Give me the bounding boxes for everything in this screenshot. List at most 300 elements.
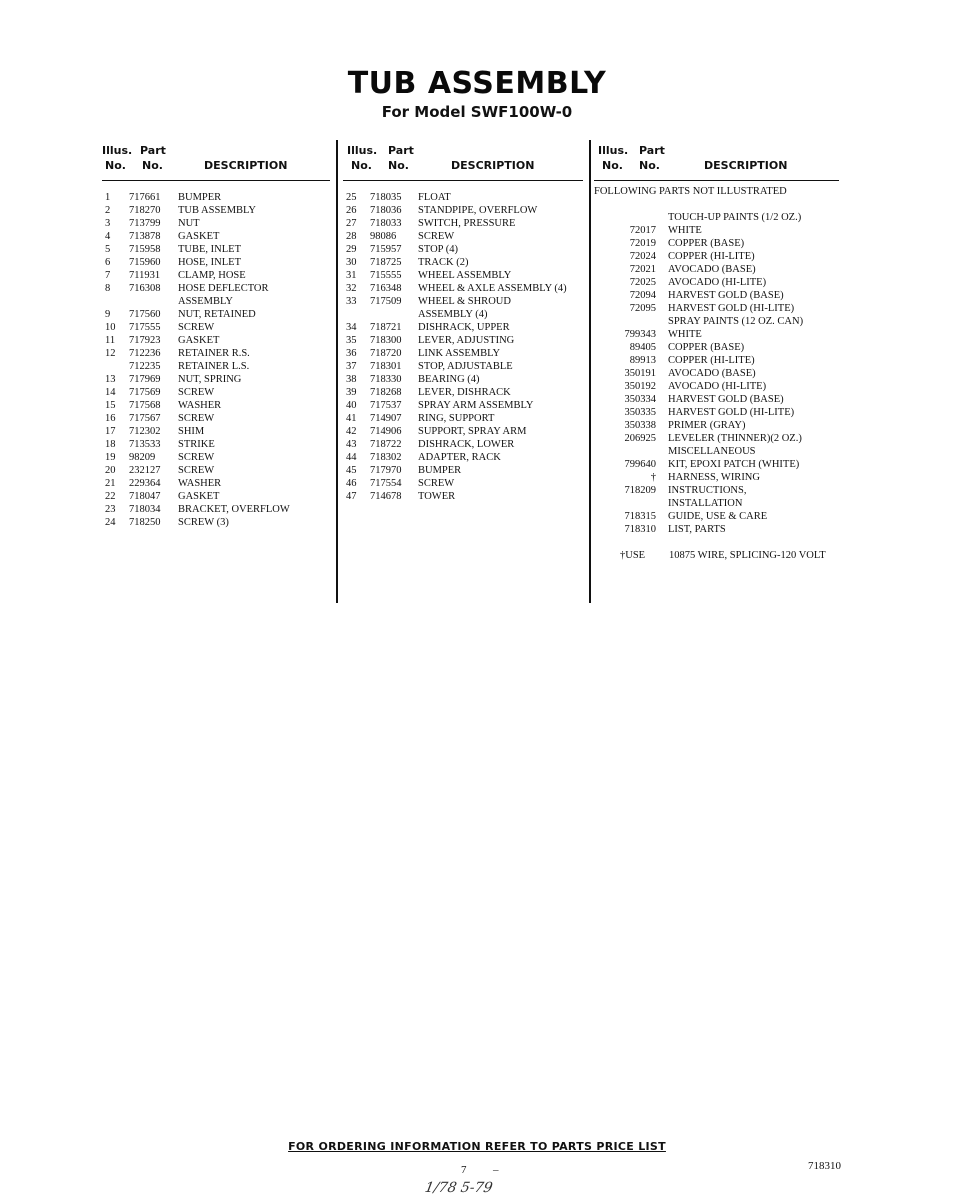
table-row: [343, 347, 583, 360]
part-description: AVOCADO (BASE): [668, 264, 756, 275]
table-row: [343, 386, 583, 399]
misc-rows: [594, 458, 839, 536]
part-description: WASHER: [178, 400, 222, 411]
table-row: [343, 464, 583, 477]
illus-number: 34: [346, 322, 357, 333]
illus-number: 2: [105, 205, 111, 216]
part-description: AVOCADO (HI-LITE): [668, 277, 767, 288]
part-description: GASKET: [178, 335, 220, 346]
illus-number: 43: [346, 439, 357, 450]
table-row: [102, 425, 330, 438]
illus-number: 44: [346, 452, 357, 463]
part-description: HARVEST GOLD (HI-LITE): [668, 407, 795, 418]
part-description: RETAINER L.S.: [178, 361, 250, 372]
part-number: 718033: [370, 218, 402, 229]
illus-number: 46: [346, 478, 357, 489]
page-number: 7: [461, 1164, 467, 1176]
illus-number: 12: [105, 348, 116, 359]
part-description: TRACK (2): [418, 257, 469, 268]
table-row: [343, 321, 583, 334]
part-description: COPPER (HI-LITE): [668, 355, 755, 366]
table-row: [594, 497, 839, 510]
part-number: 72021: [629, 264, 656, 275]
part-number: 714678: [370, 491, 402, 502]
part-description: COPPER (BASE): [668, 238, 745, 249]
part-description: AVOCADO (BASE): [668, 368, 756, 379]
parts-column-2: [343, 140, 583, 503]
part-number: 717537: [370, 400, 402, 411]
part-description: LINK ASSEMBLY: [418, 348, 501, 359]
illus-number: 10: [105, 322, 116, 333]
illus-number: 47: [346, 491, 357, 502]
illus-number: 37: [346, 361, 357, 372]
illus-number: 33: [346, 296, 357, 307]
part-description: WHITE: [668, 225, 702, 236]
illus-number: 30: [346, 257, 357, 268]
part-number: 350338: [624, 420, 656, 431]
parts-rows: [343, 191, 583, 503]
part-number: 718330: [370, 374, 402, 385]
part-number: 718035: [370, 192, 402, 203]
part-description: HARVEST GOLD (BASE): [668, 290, 784, 301]
table-row: [343, 256, 583, 269]
table-row: [102, 412, 330, 425]
part-description: SCREW: [178, 413, 215, 424]
part-number: 718250: [129, 517, 161, 528]
table-row: [102, 464, 330, 477]
part-description: SCREW: [418, 478, 455, 489]
illus-number: 15: [105, 400, 116, 411]
part-number: 717509: [370, 296, 402, 307]
part-description: SCREW: [178, 465, 215, 476]
part-number: 718047: [129, 491, 161, 502]
note-description: 10875 WIRE, SPLICING-120 VOLT: [669, 550, 826, 561]
part-number: 713799: [129, 218, 161, 229]
table-row: [343, 451, 583, 464]
part-number: 206925: [624, 433, 656, 444]
part-description: ASSEMBLY (4): [418, 309, 488, 320]
header-no-part: No.: [639, 159, 660, 172]
part-number: 716348: [370, 283, 402, 294]
part-description: RETAINER R.S.: [178, 348, 250, 359]
part-description: BUMPER: [178, 192, 222, 203]
page-dash: –: [493, 1164, 499, 1176]
table-row: [594, 419, 839, 432]
part-description: DISHRACK, LOWER: [418, 439, 515, 450]
illus-number: 24: [105, 517, 116, 528]
part-description: NUT, RETAINED: [178, 309, 256, 320]
illus-number: 31: [346, 270, 357, 281]
illus-number: 35: [346, 335, 357, 346]
wire-note: [594, 549, 839, 562]
table-row: [343, 282, 583, 295]
table-row: [594, 380, 839, 393]
part-number: 717661: [129, 192, 161, 203]
table-row: [102, 516, 330, 529]
table-row: [594, 289, 839, 302]
part-number: 713533: [129, 439, 161, 450]
part-description: NUT: [178, 218, 200, 229]
part-number: 72017: [629, 225, 656, 236]
part-description: HOSE DEFLECTOR: [178, 283, 269, 294]
part-number: 718301: [370, 361, 402, 372]
header-no-illus: No.: [351, 159, 372, 172]
part-description: NUT, SPRING: [178, 374, 242, 385]
header-description: DESCRIPTION: [451, 159, 535, 172]
table-row: [102, 217, 330, 230]
part-description: RING, SUPPORT: [418, 413, 495, 424]
part-description: ADAPTER, RACK: [418, 452, 501, 463]
part-description: BRACKET, OVERFLOW: [178, 504, 290, 515]
part-description: WHEEL & AXLE ASSEMBLY (4): [418, 283, 567, 294]
table-row: [594, 393, 839, 406]
part-description: COPPER (BASE): [668, 342, 745, 353]
part-description: GUIDE, USE & CARE: [668, 511, 768, 522]
part-description: INSTRUCTIONS,: [668, 485, 747, 496]
part-number: 717970: [370, 465, 402, 476]
part-number: 717555: [129, 322, 161, 333]
part-number: 72025: [629, 277, 656, 288]
part-description: LEVELER (THINNER)(2 OZ.): [668, 433, 802, 444]
table-row: [343, 412, 583, 425]
table-row: [594, 341, 839, 354]
part-number: 713878: [129, 231, 161, 242]
part-number: 712235: [129, 361, 161, 372]
table-row: [102, 243, 330, 256]
table-row: [343, 438, 583, 451]
table-row: [102, 490, 330, 503]
table-row: [594, 237, 839, 250]
illus-number: 28: [346, 231, 357, 242]
header-description: DESCRIPTION: [704, 159, 788, 172]
part-description: SCREW: [418, 231, 455, 242]
column-divider: [589, 140, 591, 603]
part-description: TOWER: [418, 491, 456, 502]
part-description: LIST, PARTS: [668, 524, 726, 535]
column-header: [102, 140, 330, 181]
table-row: [343, 295, 583, 308]
part-description: TUB ASSEMBLY: [178, 205, 257, 216]
table-row: [594, 263, 839, 276]
part-number: 717568: [129, 400, 161, 411]
table-row: [102, 503, 330, 516]
illus-number: 7: [105, 270, 111, 281]
part-description: AVOCADO (HI-LITE): [668, 381, 767, 392]
part-number: 717569: [129, 387, 161, 398]
table-row: [102, 373, 330, 386]
table-row: [102, 438, 330, 451]
touchup-heading: TOUCH-UP PAINTS (1/2 OZ.): [668, 212, 802, 223]
illus-number: 8: [105, 283, 111, 294]
part-number: 715957: [370, 244, 402, 255]
part-description: COPPER (HI-LITE): [668, 251, 755, 262]
part-number: 232127: [129, 465, 161, 476]
header-part: Part: [639, 144, 665, 157]
part-number: 711931: [129, 270, 161, 281]
illus-number: 16: [105, 413, 116, 424]
part-number: 717560: [129, 309, 161, 320]
part-number: 718270: [129, 205, 161, 216]
table-row: [102, 191, 330, 204]
table-row: [102, 347, 330, 360]
part-description: INSTALLATION: [668, 498, 743, 509]
spray-heading: SPRAY PAINTS (12 OZ. CAN): [668, 316, 804, 327]
not-illustrated-heading: FOLLOWING PARTS NOT ILLUSTRATED: [594, 186, 787, 197]
part-description: DISHRACK, UPPER: [418, 322, 510, 333]
ordering-info: FOR ORDERING INFORMATION REFER TO PARTS PRICE LIST: [288, 1140, 666, 1153]
part-number: 717567: [129, 413, 161, 424]
column-divider: [336, 140, 338, 603]
table-row: [102, 282, 330, 295]
part-description: STANDPIPE, OVERFLOW: [418, 205, 538, 216]
table-row: [102, 269, 330, 282]
part-number: 718300: [370, 335, 402, 346]
table-row: [343, 191, 583, 204]
illus-number: 40: [346, 400, 357, 411]
part-description: PRIMER (GRAY): [668, 420, 746, 431]
table-row: [102, 256, 330, 269]
illus-number: 17: [105, 426, 116, 437]
table-row: [594, 250, 839, 263]
part-number: 718722: [370, 439, 402, 450]
column-header: [594, 140, 839, 181]
illus-number: 20: [105, 465, 116, 476]
part-description: SCREW: [178, 387, 215, 398]
part-number: 350334: [624, 394, 656, 405]
header-no-illus: No.: [105, 159, 126, 172]
part-number: 718209: [624, 485, 656, 496]
part-description: SCREW: [178, 322, 215, 333]
part-description: ASSEMBLY: [178, 296, 233, 307]
table-row: [594, 276, 839, 289]
part-number: 72019: [629, 238, 656, 249]
illus-number: 21: [105, 478, 116, 489]
page-title: TUB ASSEMBLY: [347, 66, 607, 101]
table-row: [102, 451, 330, 464]
table-row: [102, 295, 330, 308]
table-row: [102, 399, 330, 412]
document-number: 718310: [808, 1160, 841, 1172]
illus-number: 18: [105, 439, 116, 450]
illus-number: 38: [346, 374, 357, 385]
part-description: HARVEST GOLD (HI-LITE): [668, 303, 795, 314]
header-no-illus: No.: [602, 159, 623, 172]
table-row: [343, 204, 583, 217]
part-description: HARNESS, WIRING: [668, 472, 760, 483]
part-number: 718034: [129, 504, 161, 515]
table-row: [343, 477, 583, 490]
parts-rows: [102, 191, 330, 529]
illus-number: 14: [105, 387, 116, 398]
table-row: [343, 334, 583, 347]
part-number: 716308: [129, 283, 161, 294]
illus-number: 9: [105, 309, 111, 320]
part-number: 718315: [624, 511, 656, 522]
table-row: [343, 243, 583, 256]
part-description: LEVER, ADJUSTING: [418, 335, 515, 346]
header-part: Part: [388, 144, 414, 157]
illus-number: 29: [346, 244, 357, 255]
illus-number: 5: [105, 244, 111, 255]
illus-number: 32: [346, 283, 357, 294]
table-row: [594, 484, 839, 497]
table-row: [594, 406, 839, 419]
part-number: 718725: [370, 257, 402, 268]
part-number: 718302: [370, 452, 402, 463]
table-row: [594, 224, 839, 237]
table-row: [594, 523, 839, 536]
illus-number: 3: [105, 218, 111, 229]
table-row: [343, 308, 583, 321]
part-number: 350335: [624, 407, 656, 418]
illus-number: 1: [105, 192, 111, 203]
part-description: LEVER, DISHRACK: [418, 387, 511, 398]
table-row: [102, 230, 330, 243]
part-description: SHIM: [178, 426, 205, 437]
part-description: GASKET: [178, 231, 220, 242]
parts-column-1: [102, 140, 330, 529]
misc-heading: MISCELLANEOUS: [668, 446, 756, 457]
part-number: 229364: [129, 478, 161, 489]
table-row: [594, 302, 839, 315]
illus-number: 13: [105, 374, 116, 385]
table-row: [343, 217, 583, 230]
illus-number: 4: [105, 231, 111, 242]
page-subtitle: For Model SWF100W-0: [381, 103, 573, 121]
header-illus: Illus.: [598, 144, 629, 157]
part-description: HARVEST GOLD (BASE): [668, 394, 784, 405]
table-row: [594, 328, 839, 341]
part-number: 98086: [370, 231, 397, 242]
table-row: [102, 334, 330, 347]
part-description: WHEEL & SHROUD: [418, 296, 511, 307]
table-row: [594, 458, 839, 471]
illus-number: 22: [105, 491, 116, 502]
part-description: FLOAT: [418, 192, 451, 203]
illus-number: 39: [346, 387, 357, 398]
part-number: 799343: [624, 329, 656, 340]
part-description: TUBE, INLET: [178, 244, 241, 255]
part-number: 718268: [370, 387, 402, 398]
part-description: SCREW (3): [178, 517, 229, 528]
part-number: 717554: [370, 478, 402, 489]
table-row: [594, 367, 839, 380]
part-number: 717969: [129, 374, 161, 385]
header-illus: Illus.: [102, 144, 133, 157]
table-row: [594, 354, 839, 367]
part-description: BEARING (4): [418, 374, 480, 385]
part-number: 712236: [129, 348, 161, 359]
handwritten-note: 1/78 5-79: [423, 1180, 494, 1196]
part-description: STRIKE: [178, 439, 215, 450]
part-description: STOP (4): [418, 244, 458, 255]
part-number: 72095: [629, 303, 656, 314]
table-row: [102, 477, 330, 490]
part-number: 718036: [370, 205, 402, 216]
header-illus: Illus.: [347, 144, 378, 157]
part-number: †: [650, 472, 656, 483]
illus-number: 6: [105, 257, 111, 268]
header-no-part: No.: [142, 159, 163, 172]
illus-number: 42: [346, 426, 357, 437]
header-no-part: No.: [388, 159, 409, 172]
part-number: 718721: [370, 322, 402, 333]
table-row: [343, 360, 583, 373]
part-number: 350191: [624, 368, 656, 379]
part-description: WHITE: [668, 329, 702, 340]
part-number: 714906: [370, 426, 402, 437]
table-row: [343, 269, 583, 282]
part-description: WHEEL ASSEMBLY: [418, 270, 512, 281]
table-row: [102, 308, 330, 321]
table-row: [343, 425, 583, 438]
table-row: [343, 490, 583, 503]
header-description: DESCRIPTION: [204, 159, 288, 172]
part-description: CLAMP, HOSE: [178, 270, 246, 281]
part-number: 89405: [629, 342, 656, 353]
table-row: [343, 230, 583, 243]
part-description: SWITCH, PRESSURE: [418, 218, 516, 229]
parts-column-3: [594, 140, 839, 562]
illus-number: 19: [105, 452, 116, 463]
part-description: GASKET: [178, 491, 220, 502]
note-part: †USE: [620, 550, 646, 561]
part-description: SUPPORT, SPRAY ARM: [418, 426, 527, 437]
illus-number: 11: [105, 335, 116, 346]
part-number: 714907: [370, 413, 402, 424]
part-number: 715960: [129, 257, 161, 268]
part-description: SCREW: [178, 452, 215, 463]
part-description: BUMPER: [418, 465, 462, 476]
table-row: [102, 360, 330, 373]
illus-number: 27: [346, 218, 357, 229]
part-description: STOP, ADJUSTABLE: [418, 361, 513, 372]
part-number: 718720: [370, 348, 402, 359]
part-number: 799640: [624, 459, 656, 470]
part-number: 717923: [129, 335, 161, 346]
table-row: [594, 510, 839, 523]
part-description: KIT, EPOXI PATCH (WHITE): [668, 459, 800, 470]
illus-number: 25: [346, 192, 357, 203]
illus-number: 36: [346, 348, 357, 359]
table-row: [102, 321, 330, 334]
table-row: [594, 432, 839, 445]
illus-number: 41: [346, 413, 357, 424]
part-number: 72094: [629, 290, 656, 301]
part-number: 715555: [370, 270, 402, 281]
header-part: Part: [140, 144, 166, 157]
part-description: HOSE, INLET: [178, 257, 241, 268]
table-row: [343, 373, 583, 386]
part-number: 98209: [129, 452, 156, 463]
table-row: [594, 471, 839, 484]
table-row: [102, 386, 330, 399]
spray-rows: [594, 328, 839, 445]
table-row: [343, 399, 583, 412]
part-number: 718310: [624, 524, 656, 535]
part-number: 712302: [129, 426, 161, 437]
part-number: 72024: [629, 251, 656, 262]
column-header: [343, 140, 583, 181]
part-description: WASHER: [178, 478, 222, 489]
part-description: SPRAY ARM ASSEMBLY: [418, 400, 534, 411]
part-number: 715958: [129, 244, 161, 255]
table-row: [102, 204, 330, 217]
touchup-rows: [594, 224, 839, 315]
illus-number: 26: [346, 205, 357, 216]
part-number: 350192: [624, 381, 656, 392]
illus-number: 23: [105, 504, 116, 515]
